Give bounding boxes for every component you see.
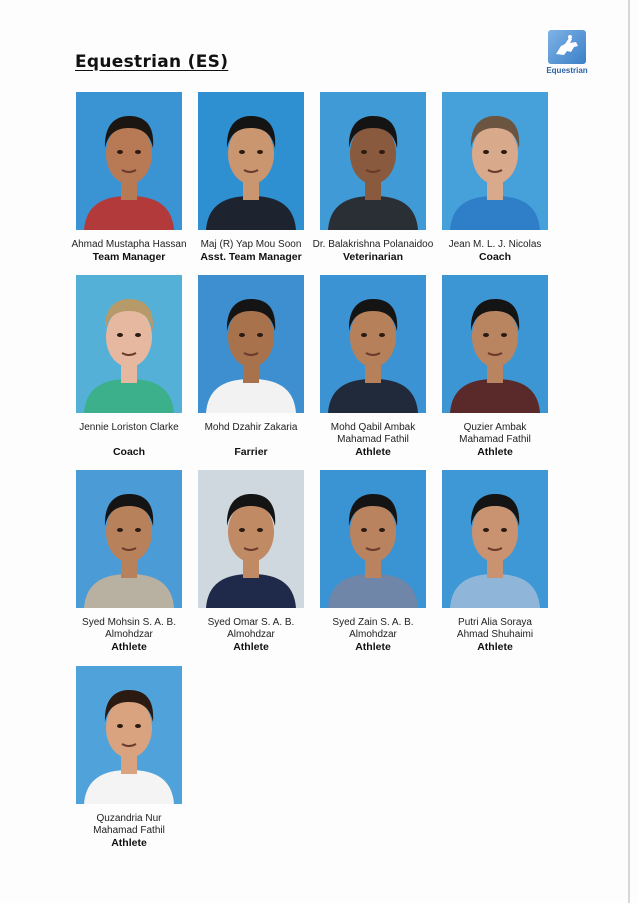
person-name-line: Syed Omar S. A. B. <box>207 617 295 628</box>
person-name-line: Mahamad Fathil <box>337 434 409 445</box>
person-role: Athlete <box>355 446 391 458</box>
person-name-line: Ahmad Shuhaimi <box>456 629 534 640</box>
person-name <box>309 617 437 641</box>
person-name <box>187 422 315 446</box>
person-role: Athlete <box>355 641 391 653</box>
person-name <box>431 239 559 251</box>
person-name-line: Mohd Qabil Ambak <box>330 422 416 433</box>
person-card <box>65 470 193 654</box>
person-role: Veterinarian <box>342 251 404 263</box>
page-title: Equestrian (ES) <box>75 52 229 72</box>
person-name-line: Quzandria Nur <box>96 813 162 824</box>
person-role: Farrier <box>234 446 268 458</box>
person-role: Coach <box>478 251 512 263</box>
person-name-line: Almohdzar <box>227 629 275 640</box>
person-card <box>187 470 315 654</box>
portrait-photo <box>442 275 548 413</box>
person-card <box>309 275 437 459</box>
person-name <box>65 422 193 446</box>
portrait-photo <box>442 470 548 608</box>
person-card <box>309 470 437 654</box>
portrait-photo <box>320 92 426 230</box>
person-card <box>431 470 559 654</box>
person-name-line: Mohd Dzahir Zakaria <box>204 422 298 433</box>
person-name-line: Syed Mohsin S. A. B. <box>82 617 176 628</box>
person-name-line <box>187 434 315 446</box>
logo-label: Equestrian <box>546 66 588 75</box>
person-name-line: Mahamad Fathil <box>459 434 531 445</box>
portrait-photo <box>198 470 304 608</box>
person-name-line <box>65 434 193 446</box>
person-name <box>65 617 193 641</box>
portrait-photo <box>320 275 426 413</box>
person-role: Asst. Team Manager <box>200 251 302 263</box>
person-role: Athlete <box>233 641 269 653</box>
person-name-line: Jean M. L. J. Nicolas <box>448 239 542 250</box>
person-card <box>187 92 315 264</box>
portrait-photo <box>320 470 426 608</box>
person-name-line: Almohdzar <box>105 629 153 640</box>
person-name <box>309 422 437 446</box>
portrait-photo <box>76 275 182 413</box>
person-role: Athlete <box>477 446 513 458</box>
person-name-line: Mahamad Fathil <box>93 825 165 836</box>
person-name-line: Maj (R) Yap Mou Soon <box>200 239 302 250</box>
person-name-line: Almohdzar <box>349 629 397 640</box>
equestrian-logo <box>543 30 591 75</box>
portrait-photo <box>76 666 182 804</box>
person-name <box>309 239 437 251</box>
person-name <box>65 239 193 251</box>
person-name <box>431 422 559 446</box>
person-name-line: Quzier Ambak <box>463 422 527 433</box>
portrait-photo <box>442 92 548 230</box>
person-role: Coach <box>112 446 146 458</box>
page-edge-shadow <box>628 0 630 903</box>
person-role: Athlete <box>111 641 147 653</box>
person-name <box>187 617 315 641</box>
person-name <box>65 813 193 837</box>
person-card <box>431 92 559 264</box>
portrait-photo <box>76 470 182 608</box>
person-name-line: Putri Alia Soraya <box>458 617 532 628</box>
person-role: Athlete <box>477 641 513 653</box>
person-card <box>187 275 315 459</box>
person-card <box>65 666 193 850</box>
person-card <box>65 275 193 459</box>
person-role: Athlete <box>111 837 147 849</box>
person-name-line: Dr. Balakrishna Polanaidoo <box>312 239 434 250</box>
person-card <box>309 92 437 264</box>
person-name <box>431 617 559 641</box>
person-name <box>187 239 315 251</box>
person-name-line: Ahmad Mustapha Hassan <box>71 239 187 250</box>
person-role: Team Manager <box>92 251 166 263</box>
horse-rider-icon <box>548 30 586 64</box>
portrait-photo <box>198 275 304 413</box>
portrait-photo <box>76 92 182 230</box>
person-card <box>65 92 193 264</box>
person-card <box>431 275 559 459</box>
person-name-line: Jennie Loriston Clarke <box>79 422 179 433</box>
person-name-line: Syed Zain S. A. B. <box>332 617 414 628</box>
portrait-photo <box>198 92 304 230</box>
